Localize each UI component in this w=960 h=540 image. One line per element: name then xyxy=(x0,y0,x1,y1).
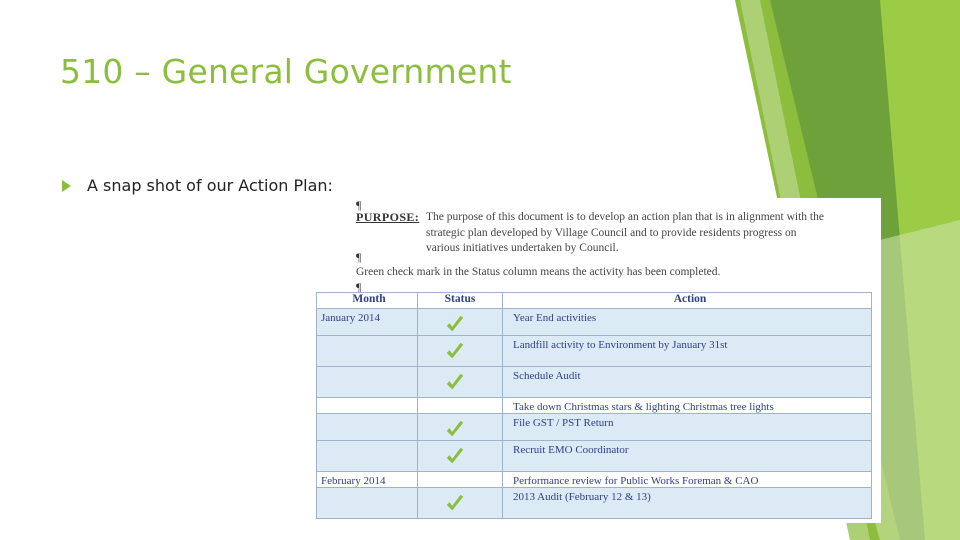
table-row xyxy=(317,488,872,519)
bullet-item xyxy=(62,176,333,195)
status-cell xyxy=(418,441,503,472)
green-check-icon xyxy=(444,446,466,468)
month-cell xyxy=(317,472,418,488)
status-cell xyxy=(418,309,503,336)
action-cell xyxy=(503,441,872,472)
action-text: Landfill activity to Environment by January 31st xyxy=(513,339,728,351)
table-row xyxy=(317,414,872,441)
action-text: Performance review for Public Works Foreman & CAO xyxy=(513,475,759,487)
month-text xyxy=(321,336,417,339)
month-cell xyxy=(317,367,418,398)
action-text: Take down Christmas stars & lighting Christmas tree lights xyxy=(513,401,774,413)
green-check-icon xyxy=(444,314,466,336)
header-status: Status xyxy=(418,293,503,309)
action-text: Recruit EMO Coordinator xyxy=(513,444,629,456)
table-row xyxy=(317,367,872,398)
header-month: Month xyxy=(317,293,418,309)
month-text xyxy=(321,367,417,370)
green-check-icon xyxy=(444,493,466,515)
table-row xyxy=(317,441,872,472)
pilcrow: ¶ xyxy=(356,250,362,264)
month-text xyxy=(321,398,417,401)
pilcrow: ¶ xyxy=(356,198,362,212)
table-row xyxy=(317,472,872,488)
status-cell xyxy=(418,472,503,488)
month-cell xyxy=(317,309,418,336)
table-row xyxy=(317,309,872,336)
status-cell xyxy=(418,336,503,367)
slide-title: 510 – General Government xyxy=(60,52,512,91)
green-check-icon xyxy=(444,419,466,441)
month-text: February 2014 xyxy=(321,475,386,487)
header-action: Action xyxy=(503,293,872,309)
month-cell xyxy=(317,488,418,519)
month-text xyxy=(321,441,417,444)
bullet-text: A snap shot of our Action Plan: xyxy=(87,176,333,195)
purpose-text: The purpose of this document is to develop an action plan that is in alignment with the strategic plan developed by Village Council and to provide residents progress on various initiatives undertaken by Council. xyxy=(426,211,824,254)
status-cell xyxy=(418,367,503,398)
bullet-arrow-icon xyxy=(62,180,71,192)
action-cell xyxy=(503,336,872,367)
month-cell xyxy=(317,414,418,441)
status-cell xyxy=(418,398,503,414)
month-text: January 2014 xyxy=(321,312,380,324)
green-check-icon xyxy=(444,341,466,363)
table-row xyxy=(317,398,872,414)
status-cell xyxy=(418,414,503,441)
action-cell xyxy=(503,367,872,398)
status-cell xyxy=(418,488,503,519)
month-cell xyxy=(317,398,418,414)
action-cell xyxy=(503,398,872,414)
action-cell xyxy=(503,309,872,336)
month-text xyxy=(321,488,417,491)
action-cell xyxy=(503,488,872,519)
green-check-icon xyxy=(444,372,466,394)
action-plan-table xyxy=(316,292,872,519)
pilcrow: ¶ xyxy=(356,280,362,294)
purpose-label: PURPOSE: xyxy=(356,210,420,224)
action-plan-snapshot xyxy=(314,198,881,523)
action-text: Schedule Audit xyxy=(513,370,581,382)
month-cell xyxy=(317,336,418,367)
month-text xyxy=(321,414,417,417)
action-cell xyxy=(503,414,872,441)
table-row xyxy=(317,336,872,367)
action-text: Year End activities xyxy=(513,312,597,324)
action-cell xyxy=(503,472,872,488)
action-text: File GST / PST Return xyxy=(513,417,614,429)
action-text: 2013 Audit (February 12 & 13) xyxy=(513,491,651,503)
month-cell xyxy=(317,441,418,472)
green-check-note: Green check mark in the Status column means the activity has been completed. xyxy=(356,266,721,278)
